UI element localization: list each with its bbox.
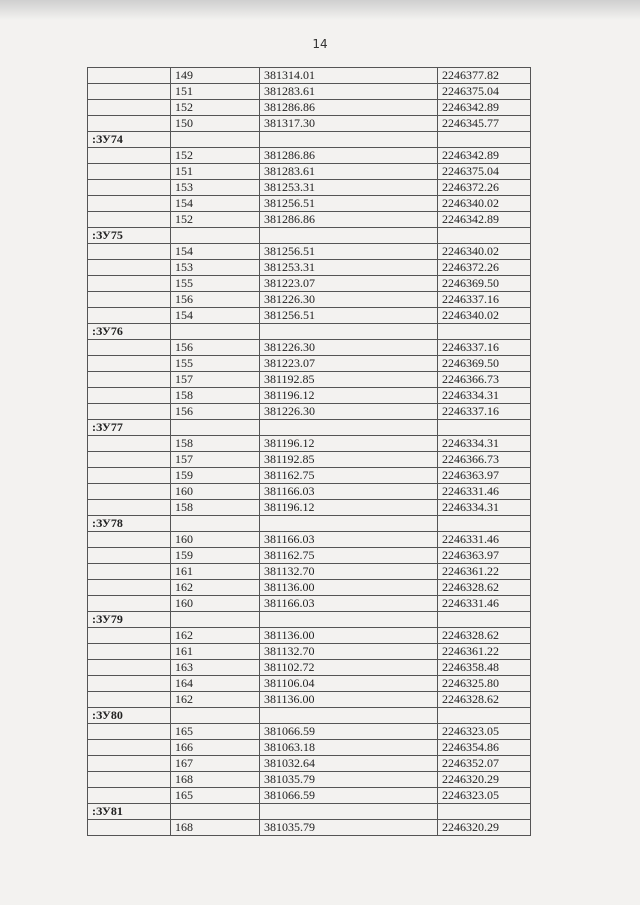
x-coordinate: 381066.59 — [260, 788, 438, 804]
section-row — [88, 804, 531, 820]
point-number: 155 — [171, 276, 260, 292]
point-number: 158 — [171, 436, 260, 452]
parcel-label: :ЗУ80 — [88, 708, 171, 724]
x-coordinate: 381032.64 — [260, 756, 438, 772]
point-number: 158 — [171, 388, 260, 404]
table-row — [88, 292, 531, 308]
y-coordinate: 2246352.07 — [438, 756, 531, 772]
table-row — [88, 820, 531, 836]
table-row — [88, 436, 531, 452]
empty-cell — [88, 164, 171, 180]
y-coordinate: 2246342.89 — [438, 100, 531, 116]
point-number: 150 — [171, 116, 260, 132]
point-number: 155 — [171, 356, 260, 372]
table-row — [88, 340, 531, 356]
point-number: 159 — [171, 548, 260, 564]
empty-cell — [88, 452, 171, 468]
empty-cell — [88, 212, 171, 228]
parcel-label: :ЗУ74 — [88, 132, 171, 148]
empty-cell — [88, 644, 171, 660]
empty-cell — [88, 372, 171, 388]
empty-cell — [171, 612, 260, 628]
empty-cell — [88, 580, 171, 596]
y-coordinate: 2246340.02 — [438, 308, 531, 324]
table-row — [88, 500, 531, 516]
table-row — [88, 564, 531, 580]
section-row — [88, 420, 531, 436]
table-row — [88, 84, 531, 100]
y-coordinate: 2246331.46 — [438, 484, 531, 500]
x-coordinate: 381066.59 — [260, 724, 438, 740]
point-number: 156 — [171, 292, 260, 308]
empty-cell — [438, 132, 531, 148]
parcel-label: :ЗУ76 — [88, 324, 171, 340]
y-coordinate: 2246337.16 — [438, 292, 531, 308]
parcel-label: :ЗУ75 — [88, 228, 171, 244]
x-coordinate: 381166.03 — [260, 532, 438, 548]
x-coordinate: 381132.70 — [260, 644, 438, 660]
y-coordinate: 2246323.05 — [438, 724, 531, 740]
empty-cell — [88, 484, 171, 500]
y-coordinate: 2246372.26 — [438, 180, 531, 196]
empty-cell — [88, 468, 171, 484]
y-coordinate: 2246363.97 — [438, 548, 531, 564]
empty-cell — [438, 228, 531, 244]
point-number: 162 — [171, 692, 260, 708]
empty-cell — [88, 100, 171, 116]
x-coordinate: 381063.18 — [260, 740, 438, 756]
section-row — [88, 516, 531, 532]
table-row — [88, 356, 531, 372]
table-row — [88, 644, 531, 660]
empty-cell — [88, 356, 171, 372]
point-number: 152 — [171, 148, 260, 164]
empty-cell — [88, 116, 171, 132]
point-number: 159 — [171, 468, 260, 484]
empty-cell — [88, 532, 171, 548]
y-coordinate: 2246331.46 — [438, 596, 531, 612]
y-coordinate: 2246320.29 — [438, 820, 531, 836]
parcel-label: :ЗУ79 — [88, 612, 171, 628]
x-coordinate: 381253.31 — [260, 180, 438, 196]
empty-cell — [88, 276, 171, 292]
parcel-label: :ЗУ81 — [88, 804, 171, 820]
table-row — [88, 180, 531, 196]
table-row — [88, 676, 531, 692]
y-coordinate: 2246361.22 — [438, 644, 531, 660]
table-row — [88, 756, 531, 772]
empty-cell — [88, 788, 171, 804]
empty-cell — [260, 228, 438, 244]
empty-cell — [438, 324, 531, 340]
y-coordinate: 2246328.62 — [438, 628, 531, 644]
empty-cell — [171, 228, 260, 244]
y-coordinate: 2246369.50 — [438, 356, 531, 372]
table-row — [88, 148, 531, 164]
section-row — [88, 132, 531, 148]
coordinates-table — [87, 67, 531, 836]
empty-cell — [171, 132, 260, 148]
y-coordinate: 2246366.73 — [438, 452, 531, 468]
empty-cell — [88, 196, 171, 212]
point-number: 162 — [171, 580, 260, 596]
table-row — [88, 580, 531, 596]
section-row — [88, 612, 531, 628]
x-coordinate: 381162.75 — [260, 548, 438, 564]
x-coordinate: 381136.00 — [260, 628, 438, 644]
x-coordinate: 381136.00 — [260, 692, 438, 708]
x-coordinate: 381317.30 — [260, 116, 438, 132]
empty-cell — [88, 340, 171, 356]
empty-cell — [88, 660, 171, 676]
point-number: 163 — [171, 660, 260, 676]
y-coordinate: 2246375.04 — [438, 84, 531, 100]
empty-cell — [260, 516, 438, 532]
x-coordinate: 381192.85 — [260, 372, 438, 388]
point-number: 152 — [171, 212, 260, 228]
table-row — [88, 484, 531, 500]
empty-cell — [88, 436, 171, 452]
section-row — [88, 228, 531, 244]
x-coordinate: 381226.30 — [260, 404, 438, 420]
empty-cell — [260, 708, 438, 724]
y-coordinate: 2246328.62 — [438, 580, 531, 596]
x-coordinate: 381035.79 — [260, 820, 438, 836]
table-row — [88, 404, 531, 420]
table-row — [88, 388, 531, 404]
empty-cell — [88, 180, 171, 196]
empty-cell — [88, 724, 171, 740]
x-coordinate: 381283.61 — [260, 84, 438, 100]
table-row — [88, 532, 531, 548]
x-coordinate: 381106.04 — [260, 676, 438, 692]
x-coordinate: 381256.51 — [260, 308, 438, 324]
point-number: 166 — [171, 740, 260, 756]
point-number: 149 — [171, 68, 260, 84]
point-number: 160 — [171, 484, 260, 500]
empty-cell — [88, 820, 171, 836]
empty-cell — [260, 804, 438, 820]
point-number: 160 — [171, 532, 260, 548]
table-row — [88, 772, 531, 788]
x-coordinate: 381286.86 — [260, 212, 438, 228]
empty-cell — [88, 756, 171, 772]
empty-cell — [260, 324, 438, 340]
point-number: 154 — [171, 308, 260, 324]
empty-cell — [88, 692, 171, 708]
table-row — [88, 372, 531, 388]
x-coordinate: 381136.00 — [260, 580, 438, 596]
x-coordinate: 381102.72 — [260, 660, 438, 676]
y-coordinate: 2246328.62 — [438, 692, 531, 708]
table-row — [88, 244, 531, 260]
empty-cell — [88, 260, 171, 276]
table-row — [88, 260, 531, 276]
table-row — [88, 548, 531, 564]
x-coordinate: 381196.12 — [260, 500, 438, 516]
empty-cell — [88, 84, 171, 100]
x-coordinate: 381192.85 — [260, 452, 438, 468]
x-coordinate: 381035.79 — [260, 772, 438, 788]
y-coordinate: 2246375.04 — [438, 164, 531, 180]
empty-cell — [171, 516, 260, 532]
empty-cell — [88, 68, 171, 84]
point-number: 161 — [171, 564, 260, 580]
scan-top-shadow — [0, 0, 640, 20]
table-row — [88, 740, 531, 756]
x-coordinate: 381314.01 — [260, 68, 438, 84]
y-coordinate: 2246331.46 — [438, 532, 531, 548]
table-row — [88, 788, 531, 804]
empty-cell — [171, 708, 260, 724]
y-coordinate: 2246366.73 — [438, 372, 531, 388]
y-coordinate: 2246320.29 — [438, 772, 531, 788]
empty-cell — [171, 804, 260, 820]
table-row — [88, 164, 531, 180]
empty-cell — [88, 500, 171, 516]
parcel-label: :ЗУ78 — [88, 516, 171, 532]
empty-cell — [260, 612, 438, 628]
y-coordinate: 2246342.89 — [438, 148, 531, 164]
table-row — [88, 116, 531, 132]
table-row — [88, 628, 531, 644]
x-coordinate: 381286.86 — [260, 148, 438, 164]
x-coordinate: 381226.30 — [260, 292, 438, 308]
section-row — [88, 324, 531, 340]
y-coordinate: 2246323.05 — [438, 788, 531, 804]
point-number: 167 — [171, 756, 260, 772]
empty-cell — [88, 596, 171, 612]
point-number: 162 — [171, 628, 260, 644]
table-row — [88, 276, 531, 292]
y-coordinate: 2246354.86 — [438, 740, 531, 756]
point-number: 164 — [171, 676, 260, 692]
empty-cell — [171, 420, 260, 436]
section-row — [88, 708, 531, 724]
y-coordinate: 2246345.77 — [438, 116, 531, 132]
parcel-label: :ЗУ77 — [88, 420, 171, 436]
empty-cell — [88, 676, 171, 692]
page-number: 14 — [312, 37, 328, 51]
y-coordinate: 2246340.02 — [438, 244, 531, 260]
y-coordinate: 2246337.16 — [438, 404, 531, 420]
point-number: 158 — [171, 500, 260, 516]
point-number: 153 — [171, 180, 260, 196]
x-coordinate: 381223.07 — [260, 276, 438, 292]
empty-cell — [438, 516, 531, 532]
point-number: 152 — [171, 100, 260, 116]
coordinates-table-body — [88, 68, 531, 836]
empty-cell — [438, 804, 531, 820]
empty-cell — [88, 292, 171, 308]
empty-cell — [260, 132, 438, 148]
point-number: 160 — [171, 596, 260, 612]
x-coordinate: 381253.31 — [260, 260, 438, 276]
y-coordinate: 2246340.02 — [438, 196, 531, 212]
point-number: 151 — [171, 164, 260, 180]
point-number: 151 — [171, 84, 260, 100]
point-number: 161 — [171, 644, 260, 660]
point-number: 157 — [171, 372, 260, 388]
table-row — [88, 692, 531, 708]
point-number: 168 — [171, 820, 260, 836]
empty-cell — [88, 388, 171, 404]
point-number: 168 — [171, 772, 260, 788]
empty-cell — [88, 148, 171, 164]
point-number: 156 — [171, 340, 260, 356]
point-number: 154 — [171, 244, 260, 260]
point-number: 165 — [171, 788, 260, 804]
point-number: 156 — [171, 404, 260, 420]
empty-cell — [438, 708, 531, 724]
table-row — [88, 100, 531, 116]
y-coordinate: 2246372.26 — [438, 260, 531, 276]
y-coordinate: 2246334.31 — [438, 388, 531, 404]
x-coordinate: 381226.30 — [260, 340, 438, 356]
x-coordinate: 381286.86 — [260, 100, 438, 116]
x-coordinate: 381166.03 — [260, 596, 438, 612]
empty-cell — [88, 628, 171, 644]
x-coordinate: 381283.61 — [260, 164, 438, 180]
table-row — [88, 660, 531, 676]
x-coordinate: 381196.12 — [260, 436, 438, 452]
y-coordinate: 2246334.31 — [438, 500, 531, 516]
x-coordinate: 381223.07 — [260, 356, 438, 372]
empty-cell — [260, 420, 438, 436]
x-coordinate: 381256.51 — [260, 244, 438, 260]
empty-cell — [171, 324, 260, 340]
y-coordinate: 2246334.31 — [438, 436, 531, 452]
empty-cell — [88, 308, 171, 324]
point-number: 153 — [171, 260, 260, 276]
table-row — [88, 196, 531, 212]
y-coordinate: 2246361.22 — [438, 564, 531, 580]
empty-cell — [88, 244, 171, 260]
x-coordinate: 381196.12 — [260, 388, 438, 404]
table-row — [88, 724, 531, 740]
y-coordinate: 2246377.82 — [438, 68, 531, 84]
x-coordinate: 381162.75 — [260, 468, 438, 484]
table-row — [88, 212, 531, 228]
empty-cell — [88, 740, 171, 756]
empty-cell — [88, 548, 171, 564]
x-coordinate: 381166.03 — [260, 484, 438, 500]
table-row — [88, 68, 531, 84]
table-row — [88, 596, 531, 612]
y-coordinate: 2246358.48 — [438, 660, 531, 676]
y-coordinate: 2246369.50 — [438, 276, 531, 292]
point-number: 154 — [171, 196, 260, 212]
table-row — [88, 308, 531, 324]
empty-cell — [438, 612, 531, 628]
y-coordinate: 2246325.80 — [438, 676, 531, 692]
point-number: 157 — [171, 452, 260, 468]
table-row — [88, 452, 531, 468]
x-coordinate: 381132.70 — [260, 564, 438, 580]
empty-cell — [88, 772, 171, 788]
x-coordinate: 381256.51 — [260, 196, 438, 212]
y-coordinate: 2246363.97 — [438, 468, 531, 484]
y-coordinate: 2246337.16 — [438, 340, 531, 356]
table-row — [88, 468, 531, 484]
empty-cell — [438, 420, 531, 436]
empty-cell — [88, 404, 171, 420]
point-number: 165 — [171, 724, 260, 740]
empty-cell — [88, 564, 171, 580]
y-coordinate: 2246342.89 — [438, 212, 531, 228]
